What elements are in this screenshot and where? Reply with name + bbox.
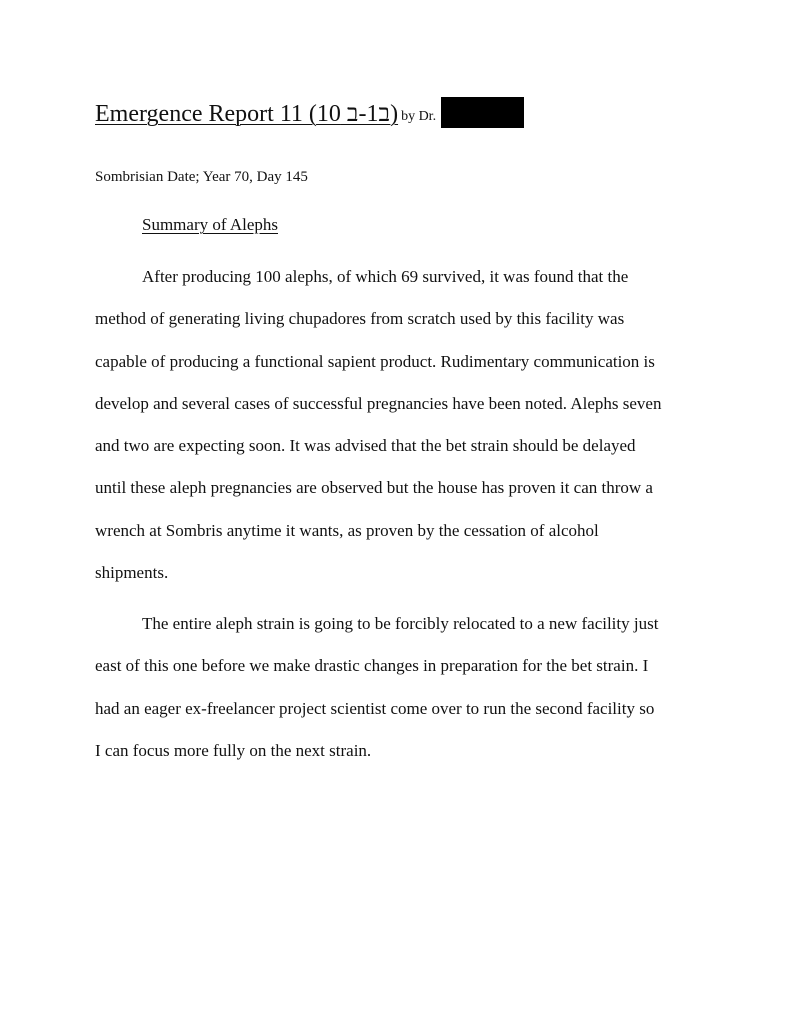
byline: by Dr.	[401, 109, 437, 124]
paragraph-line: develop and several cases of successful pregnancies have been noted. Alephs seven	[95, 393, 662, 413]
paragraph-line: capable of producing a functional sapient product. Rudimentary communication is	[95, 351, 655, 371]
paragraph-line: and two are expecting soon. It was advised that the bet strain should be delayed	[95, 436, 636, 456]
paragraph-line: After producing 100 alephs, of which 69 survived, it was found that the	[142, 267, 629, 286]
paragraph-2	[95, 603, 710, 772]
date-line: Sombrisian Date; Year 70, Day 145	[95, 169, 308, 185]
paragraph-line: had an eager ex-freelancer project scientist come over to run the second facility so	[95, 698, 655, 718]
paragraph-line: shipments.	[95, 563, 169, 583]
report-title: Emergence Report 11 (ב1-ב 10)	[95, 101, 399, 127]
section-heading: Summary of Alephs	[142, 215, 278, 234]
paragraph-line: until these aleph pregnancies are observed but the house has proven it can throw a	[95, 478, 653, 498]
redaction-block	[441, 97, 524, 128]
title-line	[95, 94, 524, 128]
paragraph-line: I can focus more fully on the next strain.	[95, 740, 372, 760]
paragraph-line: The entire aleph strain is going to be forcibly relocated to a new facility just	[142, 614, 659, 633]
paragraph-line: east of this one before we make drastic changes in preparation for the bet strain. I	[95, 656, 649, 676]
paragraph-1	[95, 256, 710, 594]
paragraph-line: wrench at Sombris anytime it wants, as proven by the cessation of alcohol	[95, 520, 599, 540]
paragraph-line: method of generating living chupadores from scratch used by this facility was	[95, 309, 625, 329]
